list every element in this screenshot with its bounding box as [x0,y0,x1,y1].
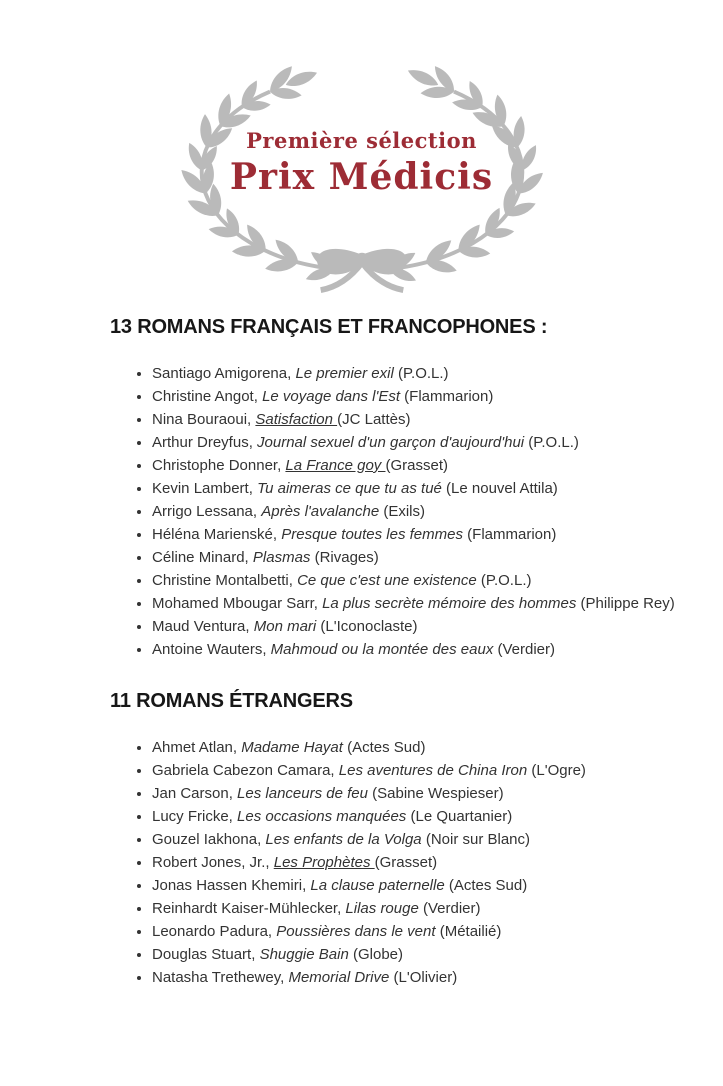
book-publisher: (Philippe Rey) [576,595,675,612]
book-list-item [152,572,693,589]
book-list-item [152,434,693,451]
book-publisher: (P.O.L.) [393,365,449,382]
section-heading-foreign: 11 ROMANS ÉTRANGERS [110,690,353,712]
book-list-item [152,946,693,963]
book-author: Christine Montalbetti, [152,572,298,589]
book-title-link[interactable]: Les Prophètes [273,854,375,871]
book-author: Reinhardt Kaiser-Mühlecker, [152,900,346,917]
book-list-item [152,739,693,756]
book-title: Le voyage dans l'Est [262,388,401,405]
book-author: Ahmet Atlan, [152,739,242,756]
selection-lists [110,316,693,986]
book-publisher: (Actes Sud) [444,877,528,894]
book-author: Gouzel Iakhona, [152,831,266,848]
section-french-novels [110,316,693,658]
book-title: Les enfants de la Volga [265,831,422,848]
book-publisher: (Noir sur Blanc) [421,831,531,848]
book-title: Mahmoud ou la montée des eaux [270,641,494,658]
book-list-item [152,877,693,894]
logo-title: Prix Médicis [229,156,494,198]
book-list-item [152,831,693,848]
book-list-foreign [110,739,693,986]
book-title: Journal sexuel d'un garçon d'aujourd'hui [257,434,525,451]
book-author: Céline Minard, [152,549,253,566]
book-author: Robert Jones, Jr., [152,854,274,871]
book-list-french [110,365,693,658]
book-publisher: (Le nouvel Attila) [441,480,558,497]
book-title: Les occasions manquées [237,808,407,825]
book-title-link[interactable]: La France goy [285,457,386,474]
book-publisher: (Sabine Wespieser) [367,785,504,802]
medicis-laurel-logo [123,62,601,298]
book-title: Presque toutes les femmes [281,526,463,543]
book-publisher: (JC Lattès) [337,411,411,428]
book-author: Arrigo Lessana, [152,503,262,520]
book-author: Natasha Trethewey, [152,969,289,986]
book-list-item [152,762,693,779]
book-title: Mon mari [253,618,317,635]
book-list-item [152,411,693,428]
book-title: La clause paternelle [310,877,445,894]
book-title: Après l'avalanche [261,503,380,520]
book-author: Douglas Stuart, [152,946,260,963]
book-list-item [152,503,693,520]
book-publisher: (Globe) [348,946,403,963]
book-author: Santiago Amigorena, [152,365,296,382]
book-publisher: (P.O.L.) [524,434,579,451]
book-publisher: (Flammarion) [463,526,557,543]
book-list-item [152,618,693,635]
book-title: Memorial Drive [288,969,390,986]
book-author: Antoine Wauters, [152,641,271,658]
book-publisher: (Flammarion) [400,388,494,405]
book-author: Gabriela Cabezon Camara, [152,762,339,779]
book-list-item [152,900,693,917]
book-list-item [152,457,693,474]
book-title: Le premier exil [295,365,394,382]
book-list-item [152,595,693,612]
book-author: Mohamed Mbougar Sarr, [152,595,323,612]
book-author: Jonas Hassen Khemiri, [152,877,311,894]
book-author: Christine Angot, [152,388,263,405]
book-title: Les aventures de China Iron [338,762,528,779]
book-author: Lucy Fricke, [152,808,238,825]
medicis-selection-page [0,62,723,986]
book-author: Kevin Lambert, [152,480,258,497]
book-author: Christophe Donner, [152,457,286,474]
book-publisher: (Grasset) [374,854,438,871]
book-title: Madame Hayat [241,739,343,756]
book-author: Maud Ventura, [152,618,254,635]
book-list-item [152,969,693,986]
book-publisher: (Verdier) [418,900,481,917]
book-author: Leonardo Padura, [152,923,277,940]
book-author: Héléna Marienské, [152,526,282,543]
book-publisher: (Le Quartanier) [406,808,513,825]
book-author: Arthur Dreyfus, [152,434,258,451]
logo-subtitle: Première sélection [246,128,477,153]
book-title: Plasmas [252,549,311,566]
book-list-item [152,365,693,382]
book-publisher: (Grasset) [385,457,448,474]
book-publisher: (Exils) [379,503,425,520]
logo-text [123,128,601,198]
book-title: Poussières dans le vent [276,923,436,940]
book-title: La plus secrète mémoire des hommes [322,595,577,612]
book-list-item [152,526,693,543]
book-list-item [152,808,693,825]
book-title: Shuggie Bain [259,946,349,963]
book-author: Jan Carson, [152,785,238,802]
book-list-item [152,854,693,871]
book-title: Les lanceurs de feu [237,785,368,802]
book-list-item [152,641,693,658]
book-publisher: (Rivages) [310,549,379,566]
book-publisher: (P.O.L.) [476,572,532,589]
book-title: Ce que c'est une existence [297,572,477,589]
book-title: Lilas rouge [345,900,419,917]
book-publisher: (L'Olivier) [389,969,458,986]
book-list-item [152,549,693,566]
section-heading-french: 13 ROMANS FRANÇAIS ET FRANCOPHONES : [110,316,548,338]
book-publisher: (Métailié) [435,923,502,940]
book-publisher: (L'Ogre) [527,762,586,779]
book-publisher: (Actes Sud) [342,739,426,756]
book-list-item [152,785,693,802]
book-title-link[interactable]: Satisfaction [255,411,338,428]
book-title: Tu aimeras ce que tu as tué [257,480,442,497]
book-publisher: (L'Iconoclaste) [316,618,418,635]
book-list-item [152,923,693,940]
book-list-item [152,480,693,497]
book-author: Nina Bouraoui, [152,411,256,428]
book-list-item [152,388,693,405]
book-publisher: (Verdier) [493,641,556,658]
section-foreign-novels [110,690,693,986]
